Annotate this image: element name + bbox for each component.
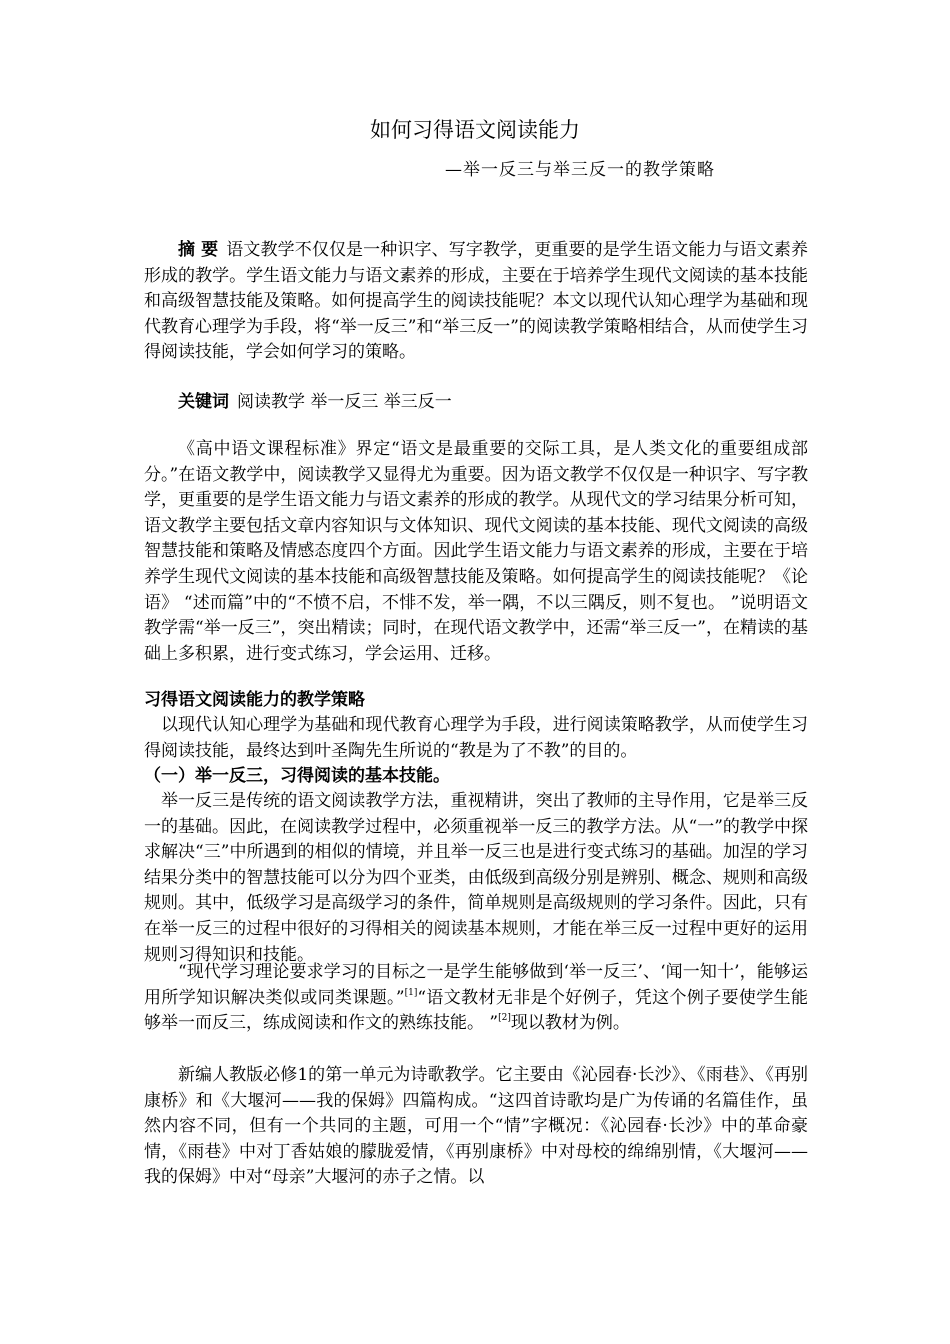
intro-paragraph: 《高中语文课程标准》界定“语文是最重要的交际工具，是人类文化的重要组成部分。”在语文教学中，阅读教学又显得尤为重要。因为语文教学不仅仅是一种识字、写字教学，更重要的是学生语文能力与语文素养的形成的教学。从现代文的学习结果分析可知，语文教学主要包括文章内容知识与文体知识、现代文阅读的基本技能、现代文阅读的高级智慧技能和策略及情感态度四个方面。因此学生语文能力与语文素养的形成，主要在于培养学生现代文阅读的基本技能和高级智慧技能及策略。如何提高学生的阅读技能呢？《论语》 “述而篇”中的“不愤不启，不悱不发，举一隅，不以三隅反，则不复也。 ”说明语文教学需“举一反三”，突出精读；同时，在现代语文教学中，还需“举三反一”，在精读的基础上多积累，进行变式练习，学会运用、迁移。 [144, 439, 808, 664]
abstract-paragraph [144, 238, 808, 366]
abstract-text: 语文教学不仅仅是一种识字、写字教学，更重要的是学生语文能力与语文素养形成的教学。学生语文能力与语文素养的形成，主要在于培养学生现代文阅读的基本技能和高级智慧技能及策略。如何提高学生的阅读技能呢？本文以现代认知心理学为基础和现代教育心理学为手段，将“举一反三”和“举三反一”的阅读教学策略相结合，从而使学生习得阅读技能，学会如何学习的策略。 [144, 240, 809, 363]
citation-ref-1: [1] [404, 987, 418, 998]
quote-paragraph [144, 960, 808, 1037]
sub-paragraph: 举一反三是传统的语文阅读教学方法，重视精讲，突出了教师的主导作用，它是举三反一的基础。因此，在阅读教学过程中，必须重视举一反三的教学方法。从“一”的教学中探求解决“三”中所遇到的相似的情境，并且举一反三也是进行变式练习的基础。加涅的学习结果分类中的智慧技能可以分为四个亚类，由低级到高级分别是辨别、概念、规则和高级规则。其中，低级学习是高级学习的条件，简单规则是高级规则的学习条件。因此，只有在举一反三的过程中很好的习得相关的阅读基本规则，才能在举三反一过程中更好的运用规则习得知识和技能。 [144, 791, 808, 965]
keywords-line [144, 390, 808, 416]
quote-part-1: “现代学习理论要求学习的目标之一是学生能够做到‘举一反三’、‘闻一知十’，能够运用所学知识解决类似或同类课题。” [144, 962, 808, 1008]
document-title: 如何习得语文阅读能力 [370, 118, 580, 142]
keywords-label: 关键词 [178, 392, 229, 412]
section-heading: 习得语文阅读能力的教学策略 [144, 690, 365, 710]
abstract-label: 摘 要 [178, 240, 219, 260]
citation-ref-2: [2] [498, 1013, 511, 1024]
sub-heading: （一）举一反三，习得阅读的基本技能。 [144, 766, 450, 786]
keywords-text: 阅读教学 举一反三 举三反一 [237, 392, 452, 412]
quote-part-3: 现以教材为例。 [510, 1013, 630, 1034]
poetry-paragraph: 新编人教版必修1的第一单元为诗歌教学。它主要由《沁园春·长沙》、《雨巷》、《再别康桥》和《大堰河——我的保姆》四篇构成。“这四首诗歌均是广为传诵的名篇佳作，虽然内容不同，但有一个共同的主题，可用一个“情”字概况：《沁园春·长沙》中的革命豪情，《雨巷》中对丁香姑娘的朦胧爱情，《再别康桥》中对母校的绵绵别情，《大堰河——我的保姆》中对“母亲”大堰河的赤子之情。以 [144, 1065, 808, 1188]
section-paragraph: 以现代认知心理学为基础和现代教育心理学为手段，进行阅读策略教学，从而使学生习得阅读技能，最终达到叶圣陶先生所说的“教是为了不教”的目的。 [144, 715, 808, 761]
document-subtitle: —举一反三与举三反一的教学策略 [445, 160, 715, 180]
quote-part-2: “语文教材无非是个好例子，凭这个例子要使学生能够举一而反三，练成阅读和作文的熟练技能。 ” [144, 987, 808, 1034]
